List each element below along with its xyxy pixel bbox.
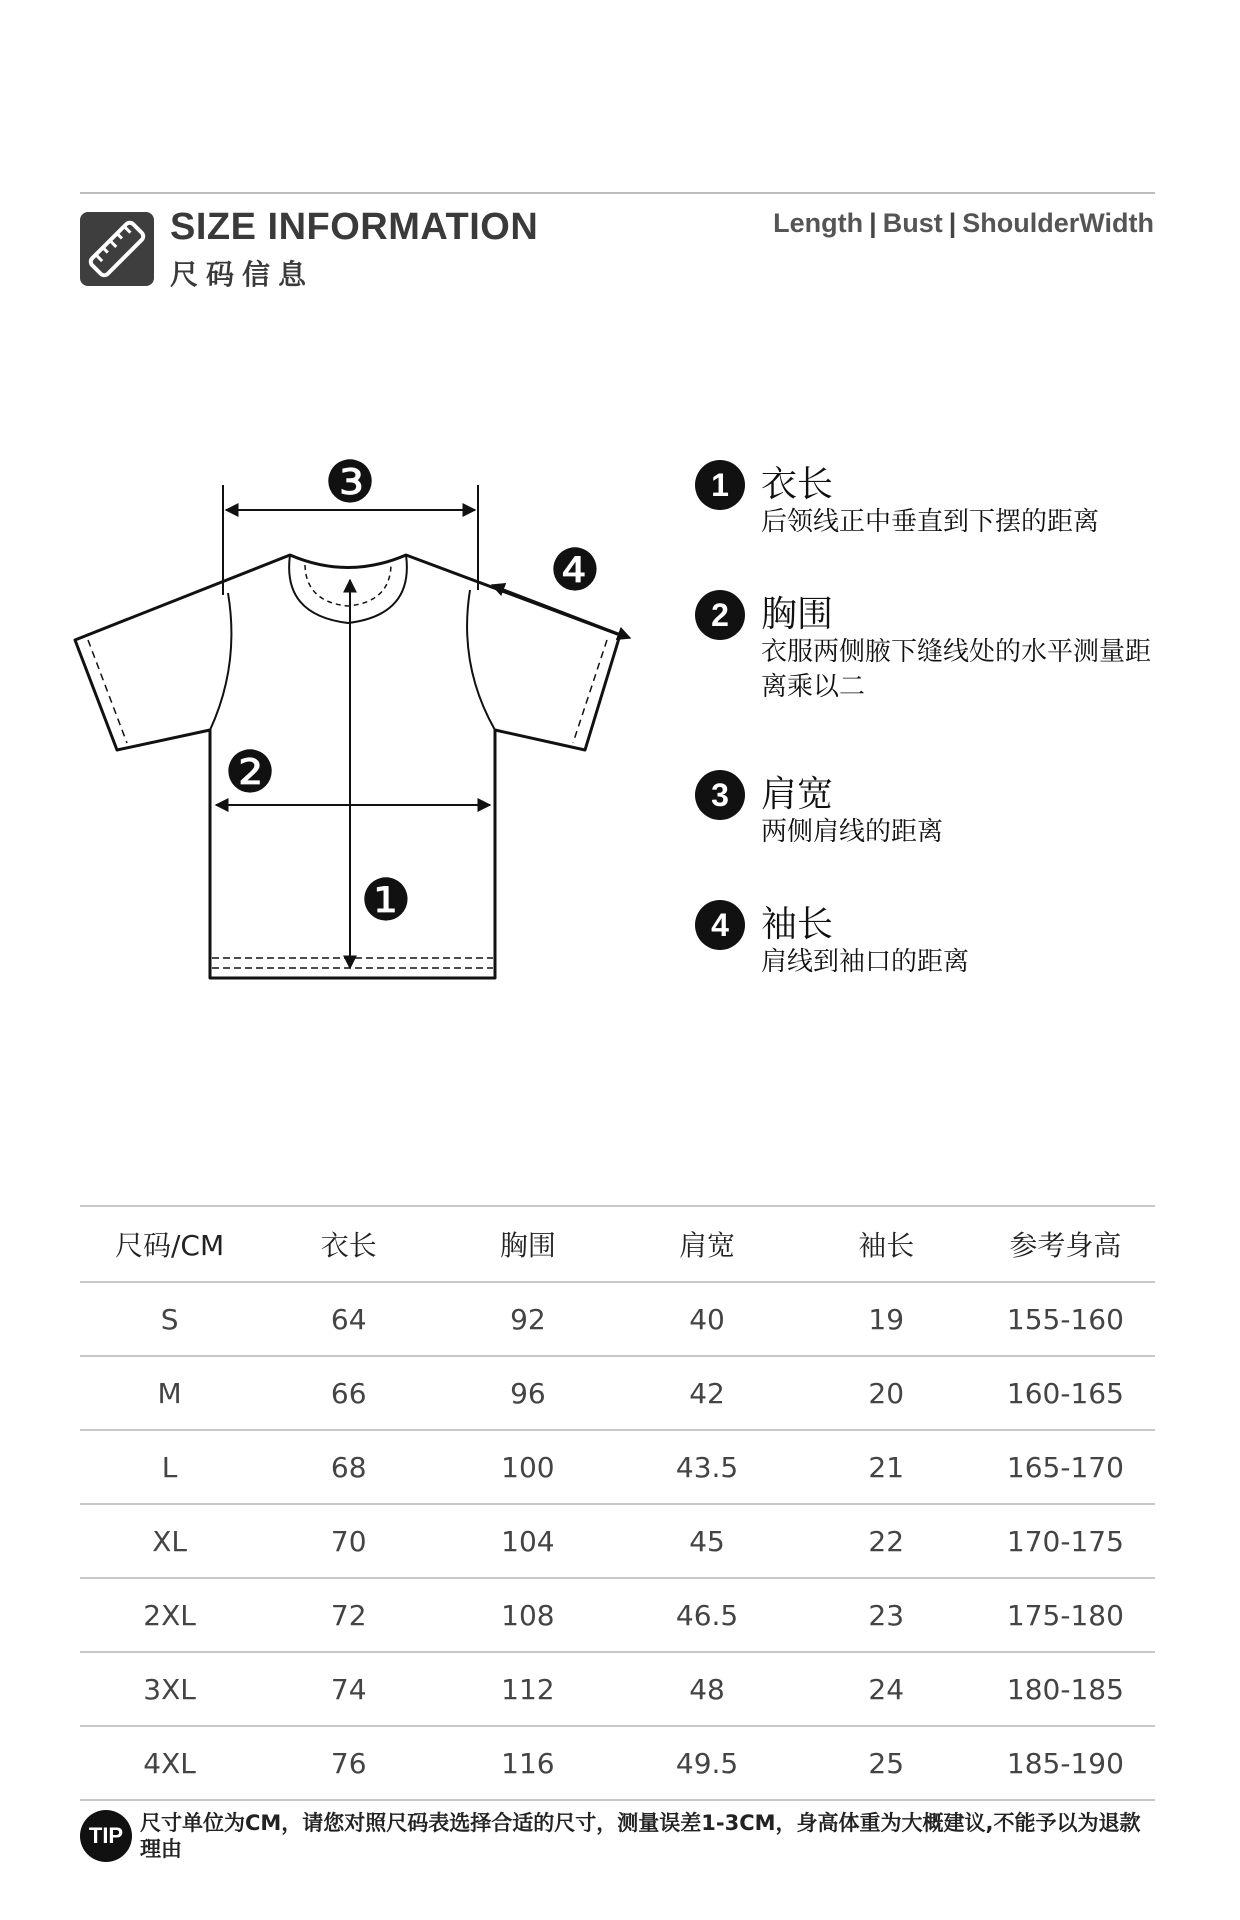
table-cell: 25 <box>797 1726 976 1800</box>
column-header: 衣长 <box>259 1206 438 1282</box>
marker-length: ❶ <box>360 866 412 934</box>
table-cell: 74 <box>259 1652 438 1726</box>
table-cell: 48 <box>617 1652 796 1726</box>
measure-shoulder: ShoulderWidth <box>962 208 1154 238</box>
table-cell: 66 <box>259 1356 438 1430</box>
table-cell: 3XL <box>80 1652 259 1726</box>
table-cell: 180-185 <box>976 1652 1155 1726</box>
marker-bust: ❷ <box>224 738 276 806</box>
tip-text: 尺寸单位为CM，请您对照尺码表选择合适的尺寸，测量误差1-3CM，身高体重为大概建议,不能予以为退款理由 <box>140 1811 1141 1861</box>
legend-desc: 后领线正中垂直到下摆的距离 <box>761 507 1100 537</box>
table-row <box>80 1282 1155 1356</box>
marker-sleeve: ❹ <box>549 536 601 604</box>
separator: | <box>948 208 957 238</box>
marker-shoulder: ❸ <box>324 448 376 516</box>
table-row <box>80 1430 1155 1504</box>
legend-number: 3 <box>695 770 745 820</box>
column-header: 参考身高 <box>976 1206 1155 1282</box>
table-cell: 100 <box>438 1430 617 1504</box>
table-cell: S <box>80 1282 259 1356</box>
table-cell: 72 <box>259 1578 438 1652</box>
table-cell: 24 <box>797 1652 976 1726</box>
table-cell: 42 <box>617 1356 796 1430</box>
table-cell: 45 <box>617 1504 796 1578</box>
table-row <box>80 1652 1155 1726</box>
table-row <box>80 1578 1155 1652</box>
table-cell: M <box>80 1356 259 1430</box>
table-cell: 2XL <box>80 1578 259 1652</box>
measure-bust: Bust <box>882 208 943 238</box>
table-cell: XL <box>80 1504 259 1578</box>
table-cell: 160-165 <box>976 1356 1155 1430</box>
table-cell: 170-175 <box>976 1504 1155 1578</box>
legend-title: 胸围 <box>761 594 834 635</box>
tshirt-measurement-diagram <box>60 430 660 1000</box>
measure-length: Length <box>773 208 864 238</box>
table-cell: 22 <box>797 1504 976 1578</box>
table-cell: 104 <box>438 1504 617 1578</box>
table-cell: 185-190 <box>976 1726 1155 1800</box>
top-divider <box>80 192 1155 194</box>
table-cell: 116 <box>438 1726 617 1800</box>
tshirt-outline <box>75 555 620 978</box>
table-header-row <box>80 1206 1155 1282</box>
table-cell: 40 <box>617 1282 796 1356</box>
table-cell: 92 <box>438 1282 617 1356</box>
legend-title: 衣长 <box>761 464 834 505</box>
separator: | <box>869 208 877 238</box>
legend-number: 4 <box>695 900 745 950</box>
column-header: 尺码/CM <box>80 1206 259 1282</box>
column-header: 肩宽 <box>617 1206 796 1282</box>
table-cell: 96 <box>438 1356 617 1430</box>
size-table <box>80 1205 1155 1801</box>
table-cell: 155-160 <box>976 1282 1155 1356</box>
legend-desc: 两侧肩线的距离 <box>761 817 944 847</box>
table-cell: 19 <box>797 1282 976 1356</box>
column-header: 袖长 <box>797 1206 976 1282</box>
table-cell: 20 <box>797 1356 976 1430</box>
table-cell: 4XL <box>80 1726 259 1800</box>
table-row <box>80 1726 1155 1800</box>
table-cell: 64 <box>259 1282 438 1356</box>
page-title: SIZE INFORMATION <box>170 206 539 248</box>
table-cell: 49.5 <box>617 1726 796 1800</box>
table-cell: 112 <box>438 1652 617 1726</box>
table-row <box>80 1356 1155 1430</box>
table-cell: 165-170 <box>976 1430 1155 1504</box>
legend-title: 肩宽 <box>761 774 834 815</box>
table-cell: 108 <box>438 1578 617 1652</box>
table-cell: 70 <box>259 1504 438 1578</box>
table-cell: 43.5 <box>617 1430 796 1504</box>
column-header: 胸围 <box>438 1206 617 1282</box>
table-cell: 68 <box>259 1430 438 1504</box>
legend-number: 2 <box>695 590 745 640</box>
ruler-icon <box>80 212 154 286</box>
table-cell: L <box>80 1430 259 1504</box>
legend-title: 袖长 <box>761 904 834 945</box>
legend-desc: 肩线到袖口的距离 <box>761 947 970 977</box>
page-subtitle: 尺码信息 <box>170 258 315 291</box>
legend-desc: 衣服两侧腋下缝线处的水平测量距离乘以二 <box>761 637 1152 702</box>
measures-header <box>773 208 1154 239</box>
table-cell: 46.5 <box>617 1578 796 1652</box>
table-cell: 76 <box>259 1726 438 1800</box>
tip-badge: TIP <box>80 1810 132 1862</box>
table-cell: 175-180 <box>976 1578 1155 1652</box>
table-row <box>80 1504 1155 1578</box>
table-cell: 23 <box>797 1578 976 1652</box>
table-cell: 21 <box>797 1430 976 1504</box>
legend-number: 1 <box>695 460 745 510</box>
